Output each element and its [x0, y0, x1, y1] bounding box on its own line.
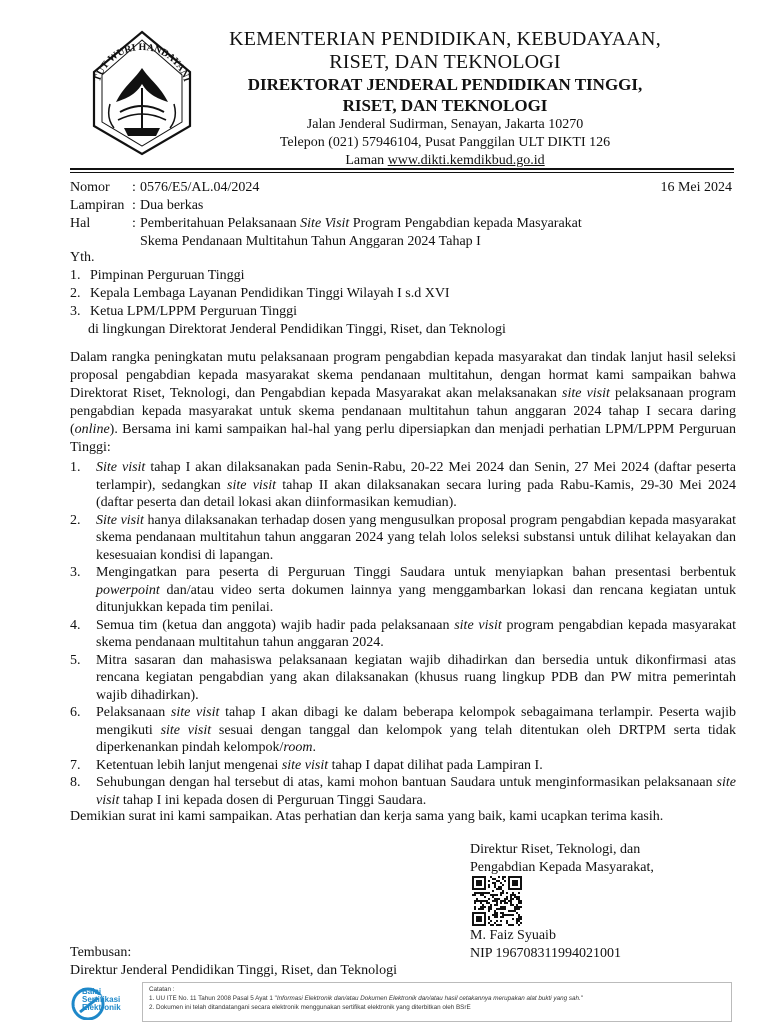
- intro-text: pelaksanaan program pengabdian kepada masyarakat untuk skema pendanaan multitahun tahun anggaran 2024 tahap I secara daring (: [70, 386, 736, 437]
- letterhead: [210, 28, 680, 170]
- point-text-run: Mitra sasaran dan mahasiswa pelaksanaan kegiatan wajib dihadirkan dan bersedia untuk dikonfirmasi atas rencana kegiatan pengabdian yang akan dilaksanakan (khusus ruang lingkup PDB dan PW mitra pemerintah wajib dihadirkan).: [96, 652, 736, 703]
- point-number: 8.: [70, 775, 81, 790]
- tembusan-label: Tembusan:: [70, 945, 132, 960]
- addressee-text: Pimpinan Perguruan Tinggi: [90, 268, 245, 283]
- signer-title-line-1: Direktur Riset, Teknologi, dan: [470, 842, 641, 857]
- bsre-line: Sertifikasi: [82, 995, 121, 1004]
- point-item: [70, 774, 736, 809]
- point-item: [70, 459, 736, 512]
- point-text: [96, 512, 736, 565]
- note-text: 1. UU ITE No. 11 Tahun 2008 Pasal 5 Ayat 1 ": [149, 995, 277, 1002]
- point-text-run: dan/atau video serta dokumen lainnya yang menggambarkan lokasi dan rencana kegiatan untuk ditunjukkan kepada tim penilai.: [96, 582, 736, 615]
- lampiran-row: [70, 197, 740, 215]
- point-text-run: tahap II akan dilaksanakan secara luring pada Rabu-Kamis, 29-30 Mei 2024 (daftar peserta dan detail lokasi akan diinformasikan kemudian).: [96, 477, 737, 510]
- colon: :: [132, 180, 136, 195]
- point-number: 6.: [70, 705, 81, 720]
- bsre-line: Elektronik: [82, 1003, 121, 1012]
- signer-name: M. Faiz Syuaib: [470, 928, 556, 943]
- point-number: 5.: [70, 652, 81, 668]
- point-emphasis: site visit: [160, 722, 212, 738]
- note-text: ": [580, 995, 583, 1002]
- intro-emphasis: site visit: [562, 386, 610, 401]
- point-number: 7.: [70, 757, 81, 773]
- addressee-number: 1.: [70, 268, 81, 283]
- hal-value: [140, 215, 740, 251]
- salutation: Yth.: [70, 250, 95, 265]
- qr-code: [472, 876, 522, 926]
- point-item: [70, 757, 736, 775]
- lampiran-label: Lampiran: [70, 198, 125, 213]
- addressee-item: [70, 303, 740, 321]
- colon: :: [132, 216, 136, 231]
- point-emphasis: Site visit: [96, 512, 144, 528]
- hal-text-line-2: Skema Pendanaan Multitahun Tahun Anggaran 2024 Tahap I: [140, 234, 481, 249]
- point-item: [70, 617, 736, 652]
- point-text: [96, 652, 736, 705]
- signer-nip: NIP 196708311994021001: [470, 946, 622, 961]
- tembusan-recipient: Direktur Jenderal Pendidikan Tinggi, Riset, dan Teknologi: [70, 963, 397, 978]
- point-text-run: .: [312, 740, 316, 755]
- point-text: [96, 459, 736, 512]
- notes-label: Catatan :: [149, 986, 175, 993]
- signer-title-line-2: Pengabdian Kepada Masyarakat,: [470, 860, 654, 875]
- addressee-text: Kepala Lembaga Layanan Pendidikan Tinggi Wilayah I s.d XVI: [90, 286, 450, 301]
- intro-paragraph: [70, 349, 736, 457]
- point-text-run: tahap I ini kepada dosen di Perguruan Tinggi Saudara.: [119, 792, 427, 808]
- point-item: [70, 652, 736, 705]
- directorate-line-1: DIREKTORAT JENDERAL PENDIDIKAN TINGGI,: [247, 75, 643, 94]
- addressees: [70, 249, 740, 339]
- tembusan: [70, 944, 470, 980]
- point-text-run: Pelaksanaan: [96, 705, 171, 720]
- nomor-value: 0576/E5/AL.04/2024: [140, 180, 260, 195]
- addressee-item: [70, 285, 740, 303]
- point-text: [96, 704, 736, 757]
- hal-emphasis: Site Visit: [300, 216, 350, 231]
- point-emphasis: site visit: [227, 477, 277, 493]
- point-text-run: Sehubungan dengan hal tersebut di atas, kami mohon bantuan Saudara untuk menginformasikan pelaksanaan: [96, 775, 717, 790]
- intro-text: Dalam rangka peningkatan mutu pelaksanaan program pengabdian kepada masyarakat dan tindak lanjut hasil seleksi proposal pengabdian kepada masyarakat skema pendanaan multitahun, dengan hormat kami sampaikan bahwa Direktorat Riset, Teknologi, dan Pengabdian kepada Masyarakat akan melaksanakan: [70, 350, 736, 401]
- footer-notes: [142, 982, 732, 1022]
- hal-text: Pemberitahuan Pelaksanaan: [140, 216, 301, 231]
- addressee-scope: di lingkungan Direktorat Jenderal Pendidikan Tinggi, Riset, dan Teknologi: [88, 322, 506, 337]
- point-text-run: Mengingatkan para peserta di Perguruan Tinggi Saudara untuk menyiapkan bahan presentasi berbentuk: [96, 565, 736, 580]
- point-text-run: Ketentuan lebih lanjut mengenai: [96, 757, 282, 773]
- point-text-run: tahap I dapat dilihat pada Lampiran I.: [328, 757, 543, 773]
- address-line: Jalan Jenderal Sudirman, Senayan, Jakarta 10270: [306, 117, 584, 132]
- letter-date: 16 Mei 2024: [660, 180, 732, 195]
- point-item: [70, 564, 736, 617]
- point-text: [96, 617, 736, 652]
- point-text: [96, 774, 736, 809]
- point-number: 2.: [70, 512, 81, 528]
- note-2: 2. Dokumen ini telah ditandatangani secara elektronik menggunakan sertifikat elektronik yang diterbitkan oleh BSrE: [149, 1004, 471, 1011]
- website-prefix: Laman: [345, 153, 388, 168]
- point-emphasis: room: [283, 740, 313, 755]
- point-emphasis: site visit: [96, 775, 736, 808]
- header-rule-thick: [70, 168, 734, 170]
- svg-text:TUT WURI HANDAYANI: TUT WURI HANDAYANI: [91, 41, 193, 84]
- point-text-run: tahap I akan dilaksanakan pada Senin-Rabu, 20-22 Mei 2024 dan Senin, 27 Mei 2024 (daftar peserta terlampir), sedangkan: [96, 460, 737, 493]
- letter-meta: [70, 179, 740, 251]
- point-emphasis: Site visit: [96, 460, 146, 475]
- point-number: 3.: [70, 565, 81, 580]
- bsre-wordmark: [82, 988, 121, 1012]
- hal-row: [70, 215, 740, 251]
- ministry-line-2: RISET, DAN TEKNOLOGI: [329, 51, 561, 73]
- nomor-row: [70, 179, 740, 197]
- website-link[interactable]: www.dikti.kemdikbud.go.id: [387, 153, 545, 168]
- point-emphasis: site visit: [170, 705, 220, 720]
- point-number: 4.: [70, 617, 81, 633]
- colon: :: [132, 198, 136, 213]
- phone-line: Telepon (021) 57946104, Pusat Panggilan ULT DIKTI 126: [279, 135, 611, 150]
- point-text-run: tahap I akan dibagi ke dalam beberapa kelompok sebagaimana terlampir. Peserta wajib mengikuti: [96, 705, 736, 738]
- point-item: [70, 704, 736, 757]
- addressee-text: Ketua LPM/LPPM Perguruan Tinggi: [90, 304, 298, 319]
- points-list: [70, 459, 736, 809]
- point-text: [96, 564, 736, 617]
- point-item: [70, 512, 736, 565]
- intro-text: ). Bersama ini kami sampaikan hal-hal yang perlu dipersiapkan dan menjadi perhatian LPM/LPPM Perguruan Tinggi:: [70, 422, 736, 455]
- lampiran-value: Dua berkas: [140, 198, 204, 213]
- closing-sentence: Demikian surat ini kami sampaikan. Atas perhatian dan kerja sama yang baik, kami ucapkan terima kasih.: [70, 809, 664, 824]
- point-number: 1.: [70, 460, 81, 475]
- ministry-line-1: KEMENTERIAN PENDIDIKAN, KEBUDAYAAN,: [229, 28, 661, 50]
- intro-emphasis: online: [74, 422, 110, 437]
- addressee-number: 3.: [70, 304, 81, 319]
- hal-label: Hal: [70, 216, 91, 231]
- tut-wuri-handayani-logo: [76, 28, 208, 158]
- addressee-number: 2.: [70, 286, 81, 301]
- point-text-run: sesuai dengan tanggal dan kelompok yang telah ditentukan oleh DRTPM serta tidak diperkenankan pindah kelompok/: [96, 722, 736, 755]
- note-1: [149, 994, 725, 1003]
- header-rule-thin: [70, 172, 734, 173]
- directorate-line-2: RISET, DAN TEKNOLOGI: [342, 96, 548, 115]
- point-emphasis: site visit: [454, 617, 502, 633]
- bsre-line: Balai: [82, 987, 102, 996]
- note-emphasis: Informasi Elektronik dan/atau Dokumen Elektronik dan/atau hasil cetakannya merupakan alat bukti yang sah.: [276, 995, 581, 1002]
- addressee-item: [70, 267, 740, 285]
- hal-text: Program Pengabdian kepada Masyarakat: [349, 216, 582, 231]
- point-emphasis: site visit: [281, 757, 329, 773]
- point-text-run: Semua tim (ketua dan anggota) wajib hadir pada pelaksanaan: [96, 617, 455, 633]
- point-emphasis: powerpoint: [96, 582, 160, 598]
- signature-block: [470, 841, 740, 877]
- nomor-label: Nomor: [70, 180, 110, 195]
- point-text-run: hanya dilaksanakan terhadap dosen yang mengusulkan proposal program pengabdian kepada masyarakat skema pendanaan multitahun tahun anggaran 2024 yang telah lolos seleksi substansi untuk dilihat kelayakan dan kesesuaian kondisi di lapangan.: [96, 512, 737, 563]
- point-text-run: program pengabdian kepada masyarakat skema pendanaan multitahun tahun anggaran 2024.: [96, 617, 736, 650]
- point-text: [96, 757, 736, 775]
